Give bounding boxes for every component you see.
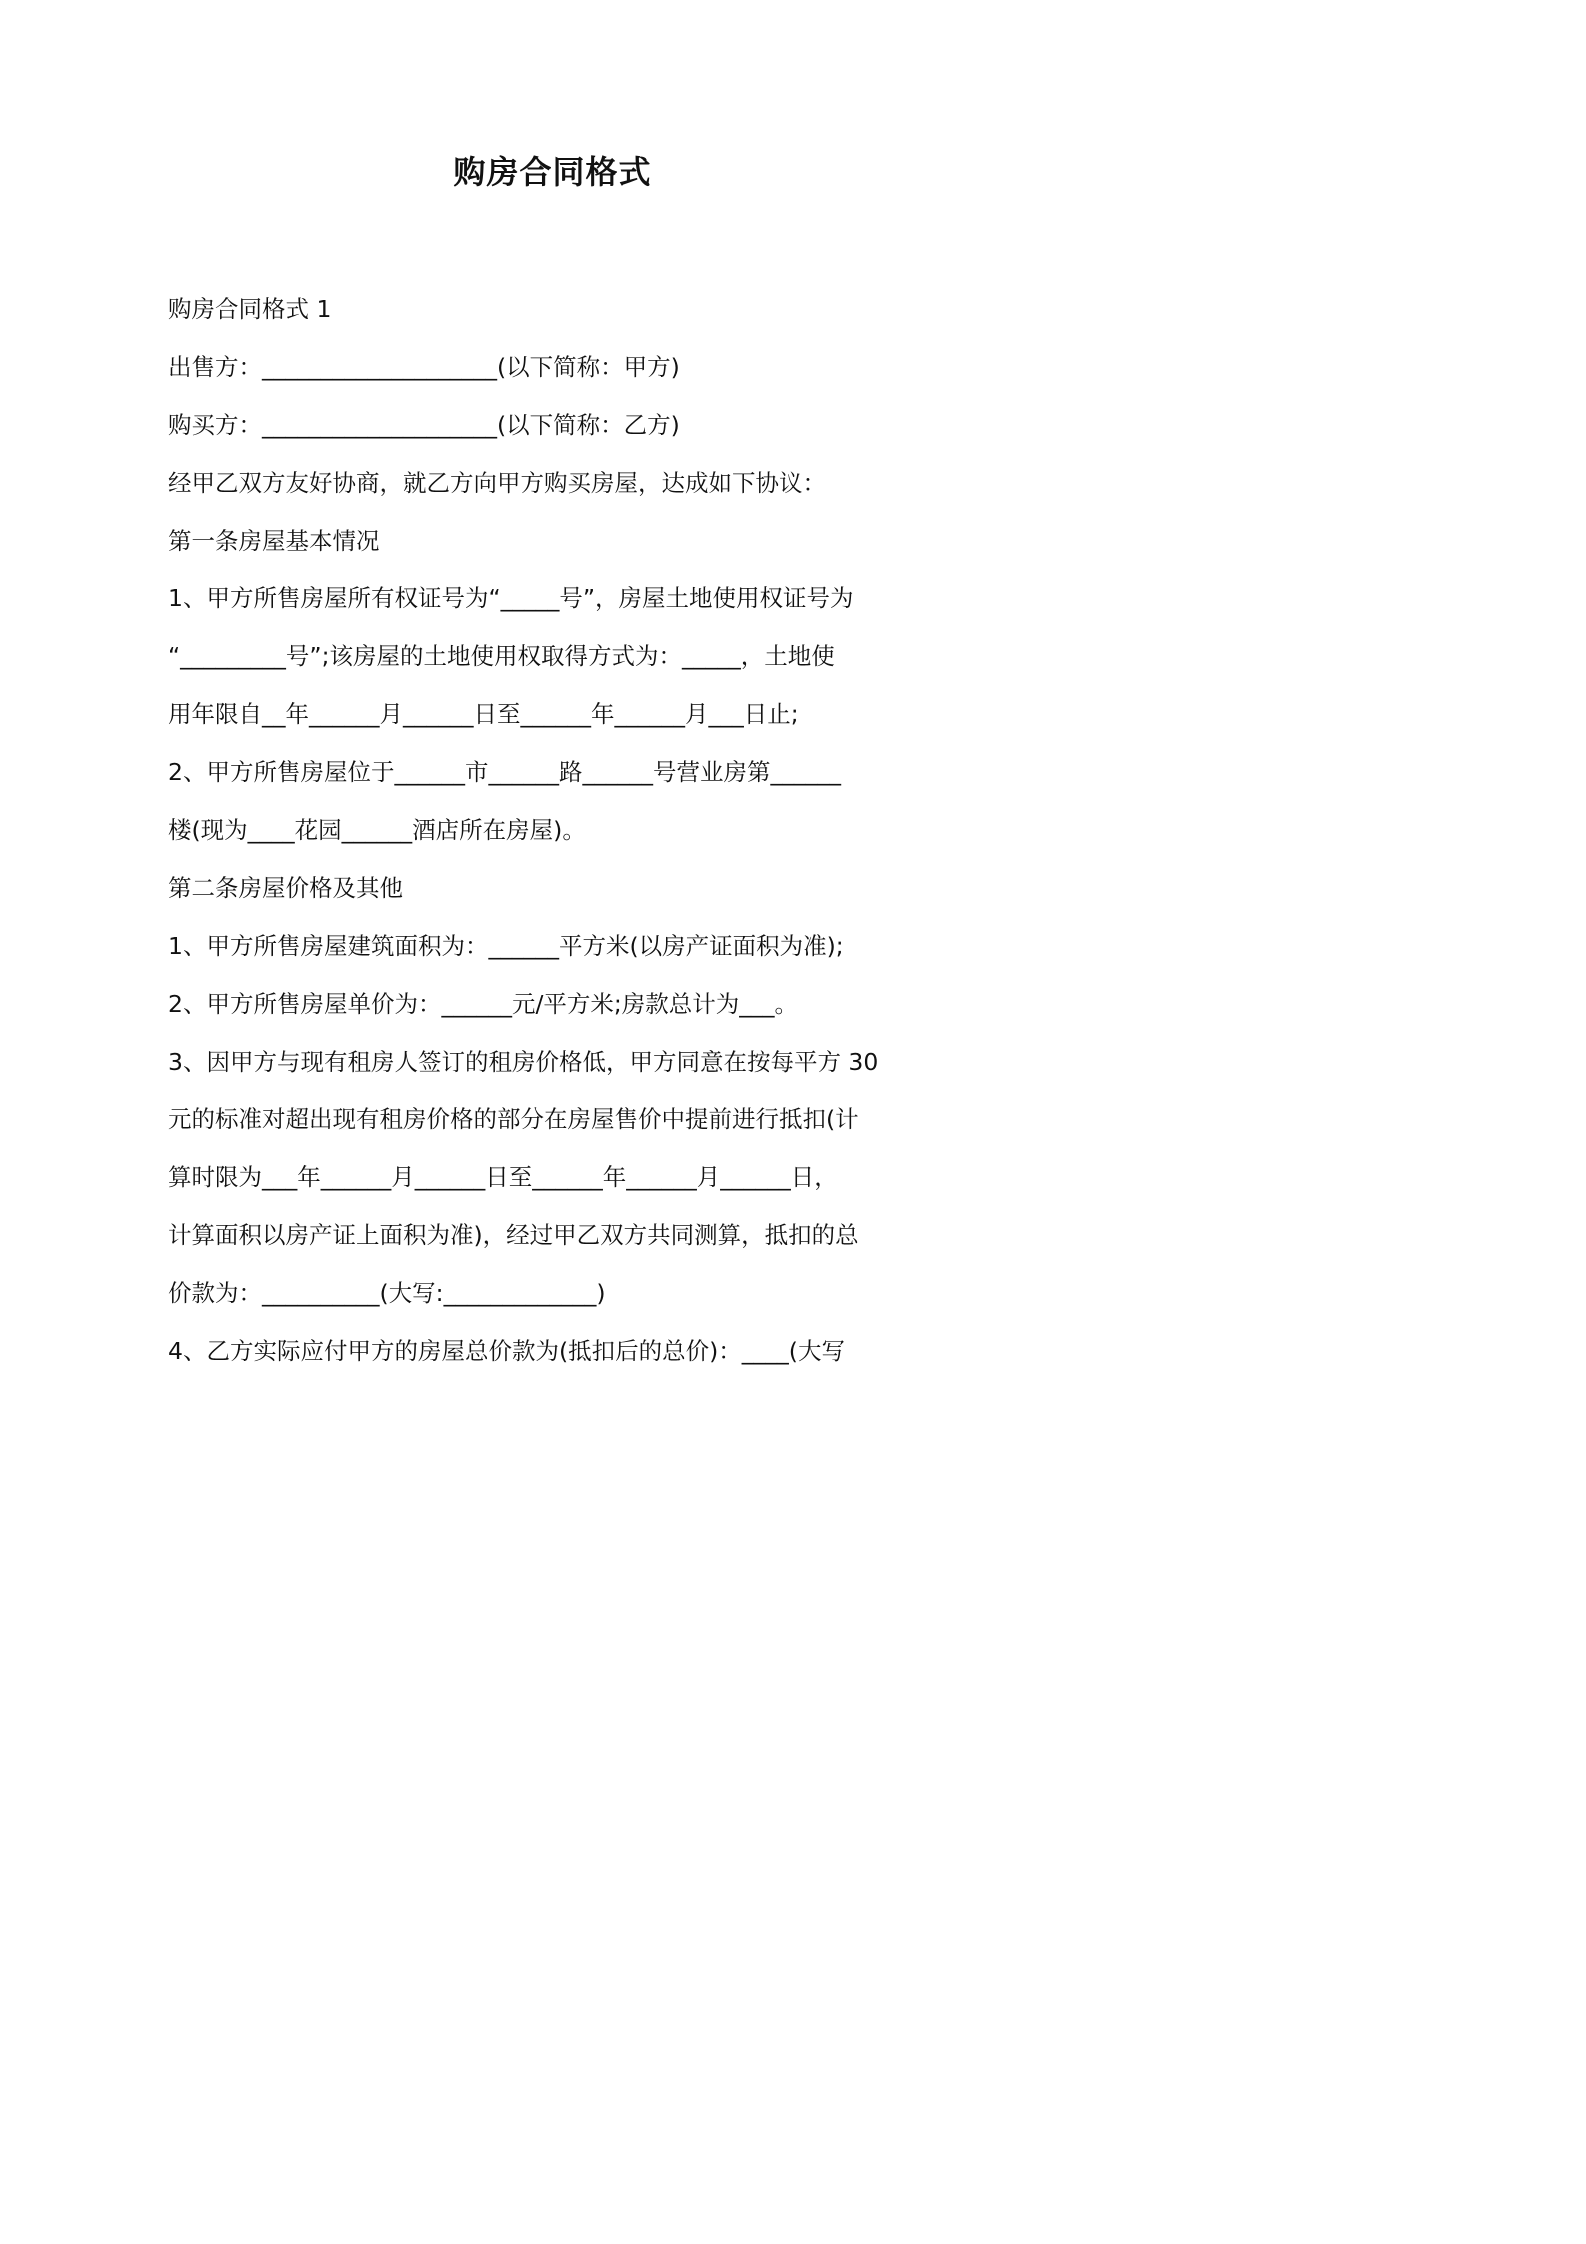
article-1-item-1-line-2: “_________号”;该房屋的土地使用权取得方式为：_____，土地使 bbox=[168, 642, 835, 671]
article-1-item-2-line-1: 2、甲方所售房屋位于______市______路______号营业房第______ bbox=[168, 758, 841, 787]
article-2-item-4-line-1: 4、乙方实际应付甲方的房屋总价款为(抵扣后的总价)：____(大写 bbox=[168, 1337, 845, 1366]
section-heading-1: 购房合同格式 1 bbox=[168, 295, 332, 323]
contract-body bbox=[168, 281, 968, 1381]
article-2-item-3-line-4: 计算面积以房产证上面积为准)，经过甲乙双方共同测算，抵扣的总 bbox=[168, 1221, 859, 1250]
article-1-item-2-line-2: 楼(现为____花园______酒店所在房屋)。 bbox=[168, 816, 586, 845]
seller-line: 出售方：____________________(以下简称：甲方) bbox=[168, 352, 680, 381]
document-page bbox=[0, 0, 1105, 1560]
article-2-item-1: 1、甲方所售房屋建筑面积为：______平方米(以房产证面积为准); bbox=[168, 931, 844, 960]
article-2-item-3-line-2: 元的标准对超出现有租房价格的部分在房屋售价中提前进行抵扣(计 bbox=[168, 1105, 859, 1134]
article-2-item-3-line-3: 算时限为___年______月______日至______年______月______日， bbox=[168, 1163, 838, 1192]
article-1-heading: 第一条房屋基本情况 bbox=[168, 526, 380, 555]
agreement-intro: 经甲乙双方友好协商，就乙方向甲方购买房屋，达成如下协议： bbox=[168, 468, 826, 497]
article-1-item-1-line-3: 用年限自__年______月______日至______年______月___日止; bbox=[168, 700, 799, 729]
article-2-item-3-line-5: 价款为：__________(大写:_____________) bbox=[168, 1279, 606, 1308]
article-2-heading: 第二条房屋价格及其他 bbox=[168, 873, 403, 902]
article-2-item-2: 2、甲方所售房屋单价为：______元/平方米;房款总计为___。 bbox=[168, 989, 799, 1018]
article-2-item-3-line-1: 3、因甲方与现有租房人签订的租房价格低，甲方同意在按每平方 30 bbox=[168, 1047, 879, 1076]
document-title: 购房合同格式 bbox=[453, 153, 652, 191]
buyer-line: 购买方：____________________(以下简称：乙方) bbox=[168, 410, 680, 439]
article-1-item-1-line-1: 1、甲方所售房屋所有权证号为“_____号”，房屋土地使用权证号为 bbox=[168, 584, 854, 613]
